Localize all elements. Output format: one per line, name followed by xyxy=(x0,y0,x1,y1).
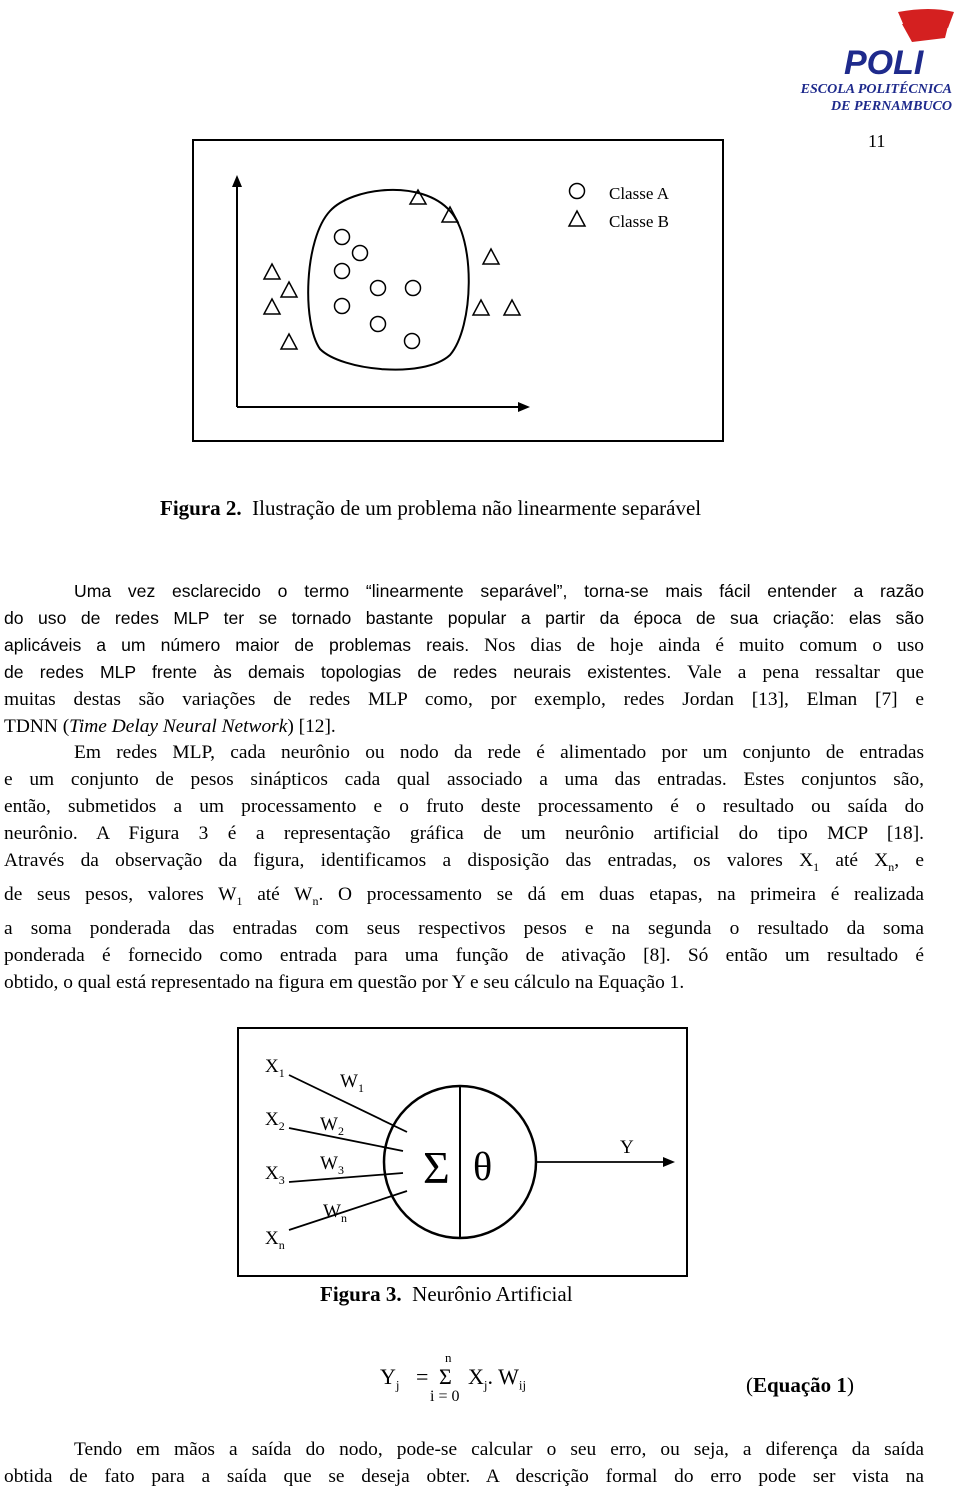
paragraph-3 xyxy=(4,1436,924,1490)
paragraph-1 xyxy=(4,578,924,740)
p2-line-7: a soma ponderada das entradas com seus respectivos pesos e na segunda o resultado da soma xyxy=(4,917,924,939)
p1-line-4: de redes MLP frente às demais topologias de redes neurais existentes. Vale a pena ressaltar que xyxy=(4,662,924,683)
class-a-points xyxy=(335,230,421,349)
figure-3-label: Figura 3. xyxy=(320,1282,402,1306)
logo-line-1: ESCOLA POLITÉCNICA xyxy=(800,82,952,97)
p1-line-3: aplicáveis a um número maior de problemas reais. Nos dias de hoje ainda é muito comum o uso xyxy=(4,635,924,656)
figure-2-text: Ilustração de um problema não linearmente separável xyxy=(252,496,702,520)
logo-line-2: DE PERNAMBUCO xyxy=(831,99,952,114)
eq-lhs: $Y_j$ xyxy=(380,1364,400,1393)
poli-logo-icon xyxy=(780,4,956,80)
input-x2: $X_2$ xyxy=(265,1109,285,1133)
p3-line-2: obtida de fato para a saída que se deseja obter. A descrição formal do erro pode ser vista na xyxy=(4,1466,924,1487)
y-axis-arrow-icon xyxy=(232,175,242,187)
eq-equals: = xyxy=(416,1364,429,1389)
p2-line-2: e um conjunto de pesos sinápticos cada qual associado a uma das entradas. Estes conjuntos são, xyxy=(4,769,924,790)
p2-line-8: ponderada é fornecido como entrada para uma função de ativação [8]. Só então um resultado é xyxy=(4,944,924,966)
legend-classe-a: Classe A xyxy=(609,184,669,203)
eq-sigma: Σ xyxy=(439,1364,452,1389)
figure-2-diagram xyxy=(192,139,724,442)
output-y: Y xyxy=(620,1137,634,1158)
input-connections xyxy=(289,1075,407,1230)
input-x1: $X_1$ xyxy=(265,1056,285,1080)
input-xn: $X_n$ xyxy=(265,1228,285,1252)
legend-circle-icon xyxy=(570,184,585,199)
figure-2-label: Figura 2. xyxy=(160,496,242,520)
weight-w1: $W_1$ xyxy=(340,1071,364,1095)
p2-line-6: de seus pesos, valores $W_1$ até $W_n$. O processamento se dá em duas etapas, na primeira é realizada xyxy=(4,883,924,908)
figure-3-neuron xyxy=(237,1027,689,1278)
p2-line-5: Através da observação da figura, identificamos a disposição das entradas, os valores $X_1$ até $X_n$, e xyxy=(4,850,924,874)
p2-line-4: neurônio. A Figura 3 é a representação gráfica de um neurônio artificial do tipo MCP [18]. xyxy=(4,823,924,844)
p2-line-3: então, submetidos a um processamento e o fruto deste processamento é o resultado ou saída do xyxy=(4,796,924,817)
eq-terms: $X_j$. $W_{ij}$ xyxy=(468,1364,527,1393)
equation-label: (Equação 1) xyxy=(746,1373,854,1397)
school-logo xyxy=(780,4,956,116)
output-arrow-icon xyxy=(663,1157,675,1167)
eq-lower: i = 0 xyxy=(430,1388,460,1405)
eq-upper: n xyxy=(445,1350,452,1365)
p2-line-1: Em redes MLP, cada neurônio ou nodo da rede é alimentado por um conjunto de entradas xyxy=(74,742,924,763)
p1-line-6: TDNN (Time Delay Neural Network) [12]. xyxy=(4,716,336,737)
theta-symbol: θ xyxy=(473,1144,493,1189)
p1-line-1: Uma vez esclarecido o termo “linearmente separável”, torna-se mais fácil entender a razão xyxy=(74,581,924,601)
p3-line-1: Tendo em mãos a saída do nodo, pode-se calcular o seu erro, ou seja, a diferença da saída xyxy=(74,1439,924,1460)
page-number: 11 xyxy=(868,131,886,151)
legend-classe-b: Classe B xyxy=(609,212,669,231)
sum-symbol: Σ xyxy=(423,1142,450,1193)
weight-wn: $W_n$ xyxy=(323,1201,347,1225)
weight-w3: $W_3$ xyxy=(320,1153,344,1177)
figure-2-caption xyxy=(160,496,701,521)
equation-1 xyxy=(378,1350,558,1410)
figure-3-caption xyxy=(320,1282,573,1307)
legend-triangle-icon xyxy=(569,211,585,226)
paragraph-2 xyxy=(4,739,924,996)
p1-line-5: muitas destas são variações de redes MLP como, por exemplo, redes Jordan [13], Elman [7] e xyxy=(4,689,924,710)
x-axis-arrow-icon xyxy=(518,402,530,412)
figure-3-text: Neurônio Artificial xyxy=(412,1282,573,1306)
p2-line-9: obtido, o qual está representado na figura em questão por Y e seu cálculo na Equação 1. xyxy=(4,971,685,993)
weight-w2: $W_2$ xyxy=(320,1114,344,1138)
input-x3: $X_3$ xyxy=(265,1163,285,1187)
p1-line-2: do uso de redes MLP ter se tornado bastante popular a partir da época de sua criação: elas são xyxy=(4,608,924,628)
logo-word: POLI xyxy=(844,44,924,80)
class-b-points xyxy=(264,190,520,349)
